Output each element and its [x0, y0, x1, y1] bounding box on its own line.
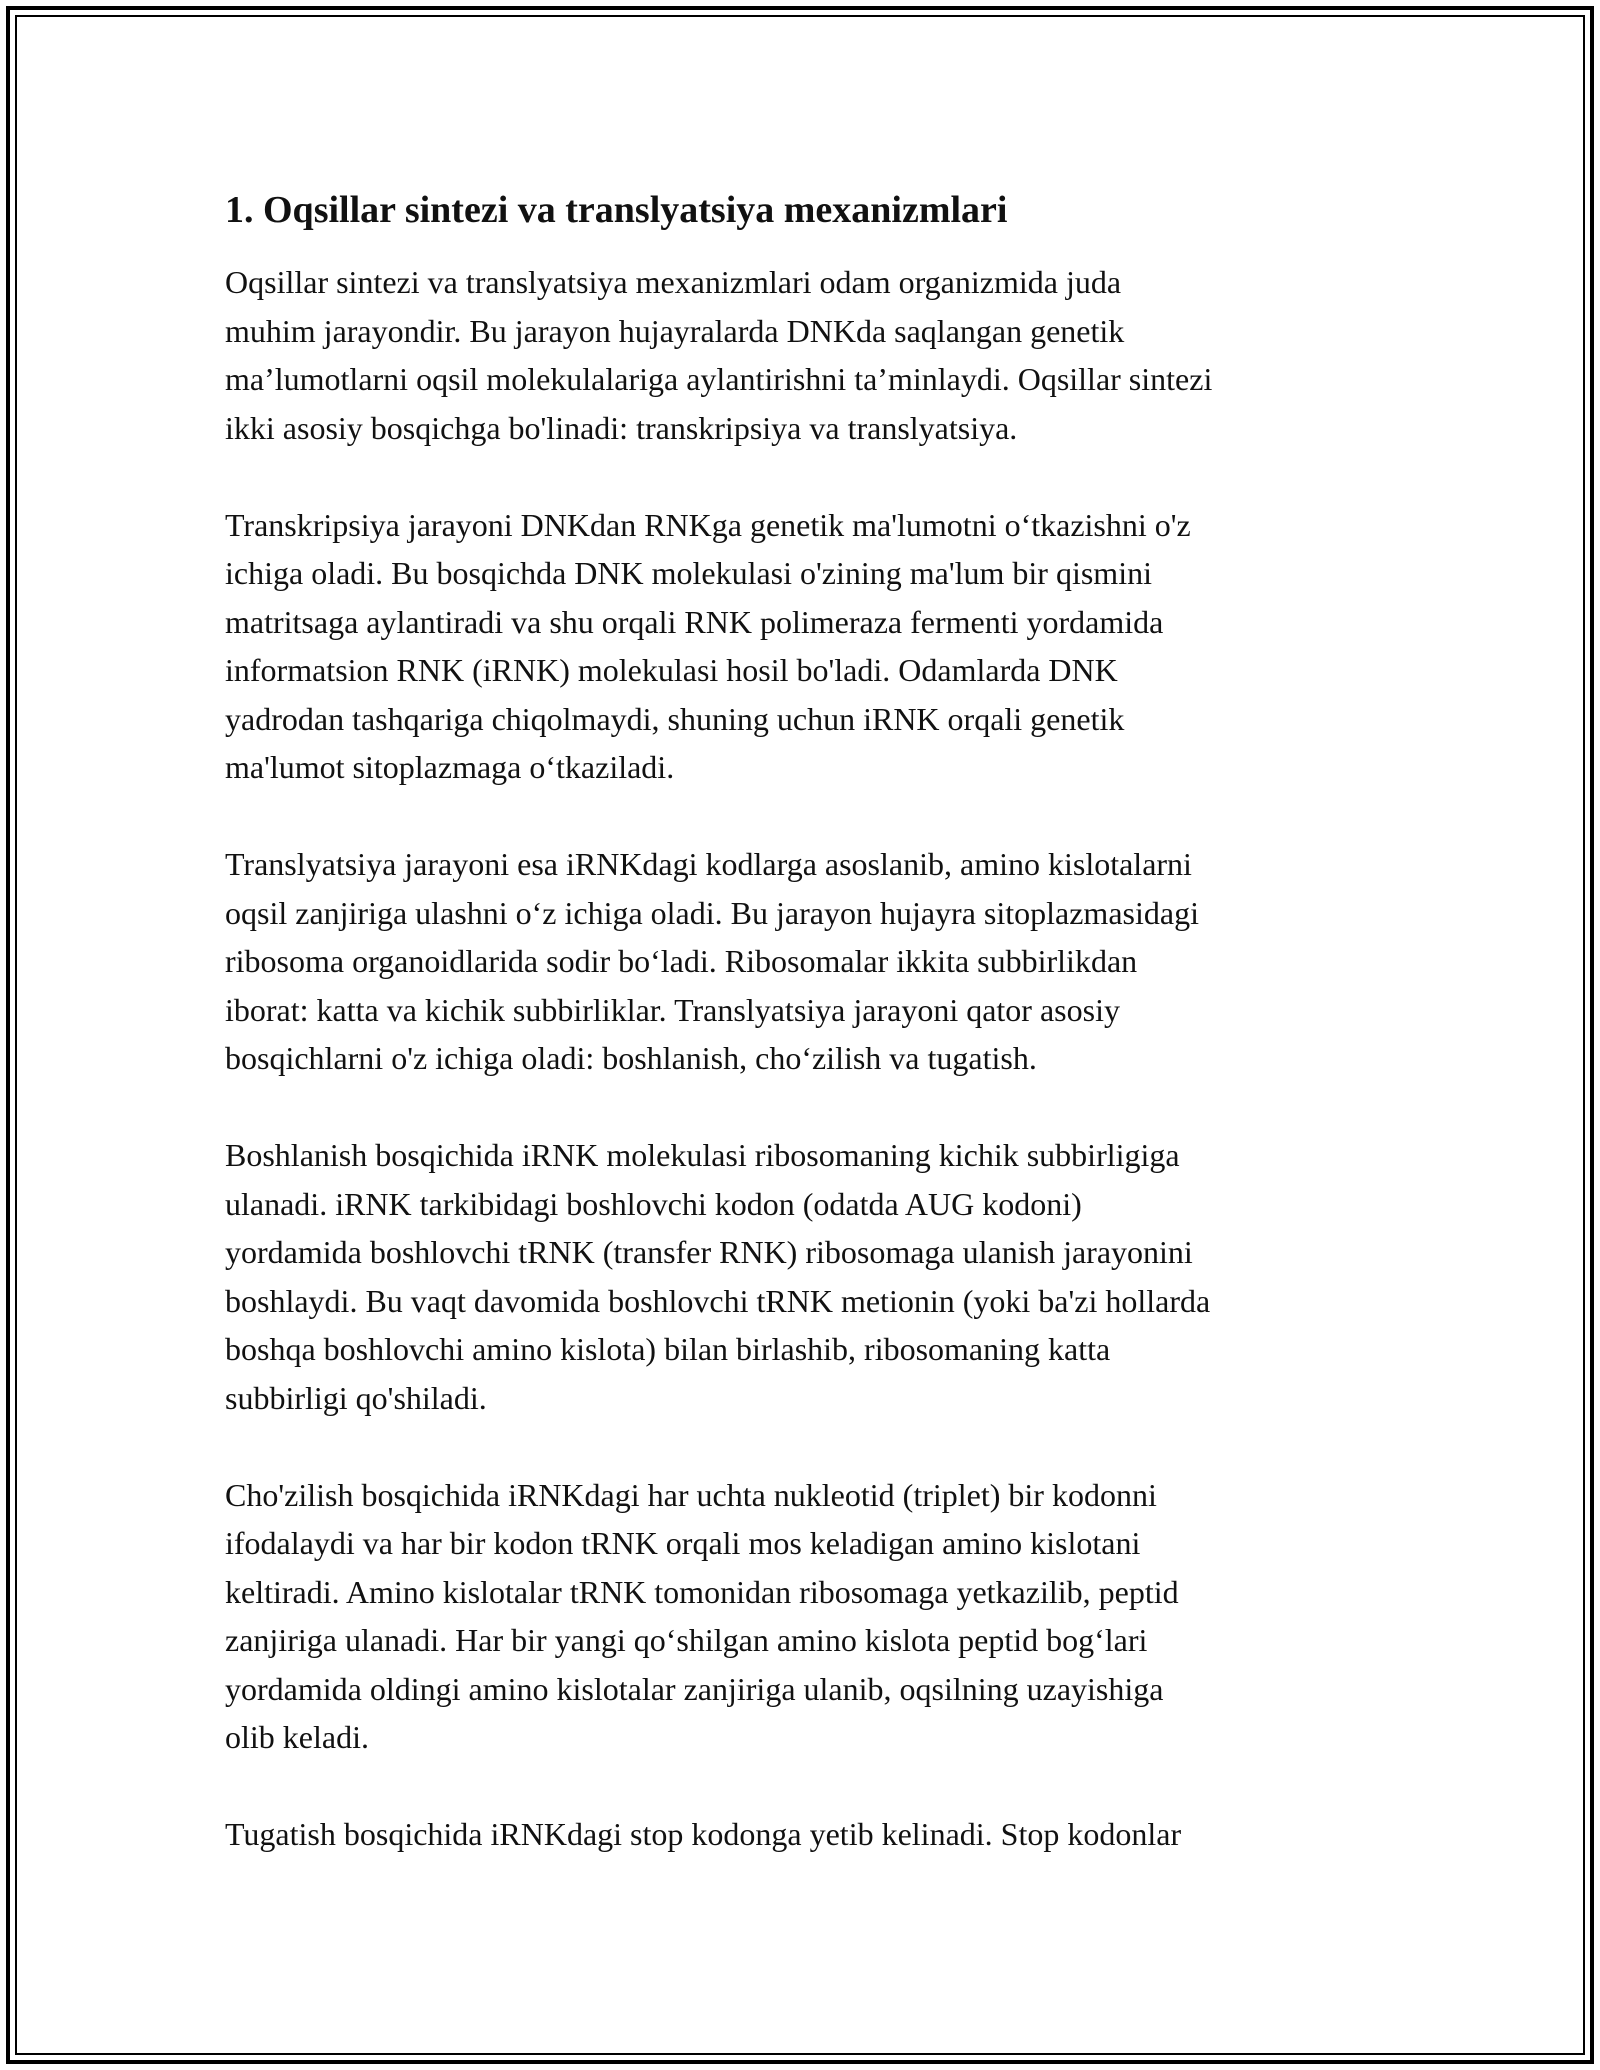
text-line: ifodalaydi va har bir kodon tRNK orqali mos keladigan amino kislotani	[225, 1525, 1141, 1561]
text-line: yordamida oldingi amino kislotalar zanjiriga ulanib, oqsilning uzayishiga	[225, 1670, 1164, 1707]
paragraph-elongation	[225, 1471, 1375, 1762]
text-line: keltiradi. Amino kislotalar tRNK tomonidan ribosomaga yetkazilib, peptid	[225, 1573, 1179, 1610]
text-line: boshqa boshlovchi amino kislota) bilan birlashib, ribosomaning katta	[225, 1331, 1111, 1367]
text-line: yordamida boshlovchi tRNK (transfer RNK) ribosomaga ulanish jarayonini	[225, 1234, 1193, 1270]
text-line: ma'lumot sitoplazmaga oʻtkaziladi.	[225, 749, 675, 785]
text-line: Transkripsiya jarayoni DNKdan RNKga genetik ma'lumotni oʻtkazishni o'z	[225, 506, 1191, 543]
text-line: boshlaydi. Bu vaqt davomida boshlovchi tRNK metionin (yoki ba'zi hollarda	[225, 1282, 1211, 1319]
paragraph-intro	[225, 258, 1375, 452]
text-line: Cho'zilish bosqichida iRNKdagi har uchta nukleotid (triplet) bir kodonni	[225, 1476, 1157, 1513]
text-line: olib keladi.	[225, 1719, 369, 1755]
text-line: ichiga oladi. Bu bosqichda DNK molekulasi o'zining ma'lum bir qismini	[225, 555, 1152, 591]
paragraph-translation	[225, 840, 1375, 1083]
text-line: ma’lumotlarni oqsil molekulalariga aylantirishni ta’minlaydi. Oqsillar sintezi	[225, 361, 1213, 397]
text-line: iborat: katta va kichik subbirliklar. Translyatsiya jarayoni qator asosiy	[225, 991, 1120, 1028]
text-line: ribosoma organoidlarida sodir boʻladi. Ribosomalar ikkita subbirlikdan	[225, 943, 1138, 979]
paragraph-transcription	[225, 501, 1375, 792]
text-line: informatsion RNK (iRNK) molekulasi hosil bo'ladi. Odamlarda DNK	[225, 652, 1118, 688]
paragraph-termination	[225, 1810, 1375, 1859]
text-line: muhim jarayondir. Bu jarayon hujayralarda DNKda saqlangan genetik	[225, 312, 1125, 349]
text-line: matritsaga aylantiradi va shu orqali RNK polimeraza fermenti yordamida	[225, 603, 1164, 640]
paragraph-initiation	[225, 1131, 1375, 1422]
text-line: yadrodan tashqariga chiqolmaydi, shuning uchun iRNK orqali genetik	[225, 700, 1125, 737]
text-line: Tugatish bosqichida iRNKdagi stop kodonga yetib kelinadi. Stop kodonlar	[225, 1816, 1182, 1852]
text-line: oqsil zanjiriga ulashni oʻz ichiga oladi. Bu jarayon hujayra sitoplazmasidagi	[225, 894, 1199, 931]
text-line: Boshlanish bosqichida iRNK molekulasi ribosomaning kichik subbirligiga	[225, 1137, 1180, 1173]
text-line: ulanadi. iRNK tarkibidagi boshlovchi kodon (odatda AUG kodoni)	[225, 1185, 1082, 1222]
text-line: subbirligi qo'shiladi.	[225, 1379, 487, 1416]
text-line: zanjiriga ulanadi. Har bir yangi qoʻshilgan amino kislota peptid bogʻlari	[225, 1622, 1148, 1658]
document-title: 1. Oqsillar sintezi va translyatsiya mexanizmlari	[225, 189, 1008, 231]
text-line: Translyatsiya jarayoni esa iRNKdagi kodlarga asoslanib, amino kislotalarni	[225, 846, 1192, 882]
text-line: Oqsillar sintezi va translyatsiya mexanizmlari odam organizmida juda	[225, 264, 1122, 300]
document-body	[225, 186, 1375, 1907]
text-line: ikki asosiy bosqichga bo'linadi: transkripsiya va translyatsiya.	[225, 409, 1018, 446]
text-line: bosqichlarni o'z ichiga oladi: boshlanish, choʻzilish va tugatish.	[225, 1040, 1037, 1076]
